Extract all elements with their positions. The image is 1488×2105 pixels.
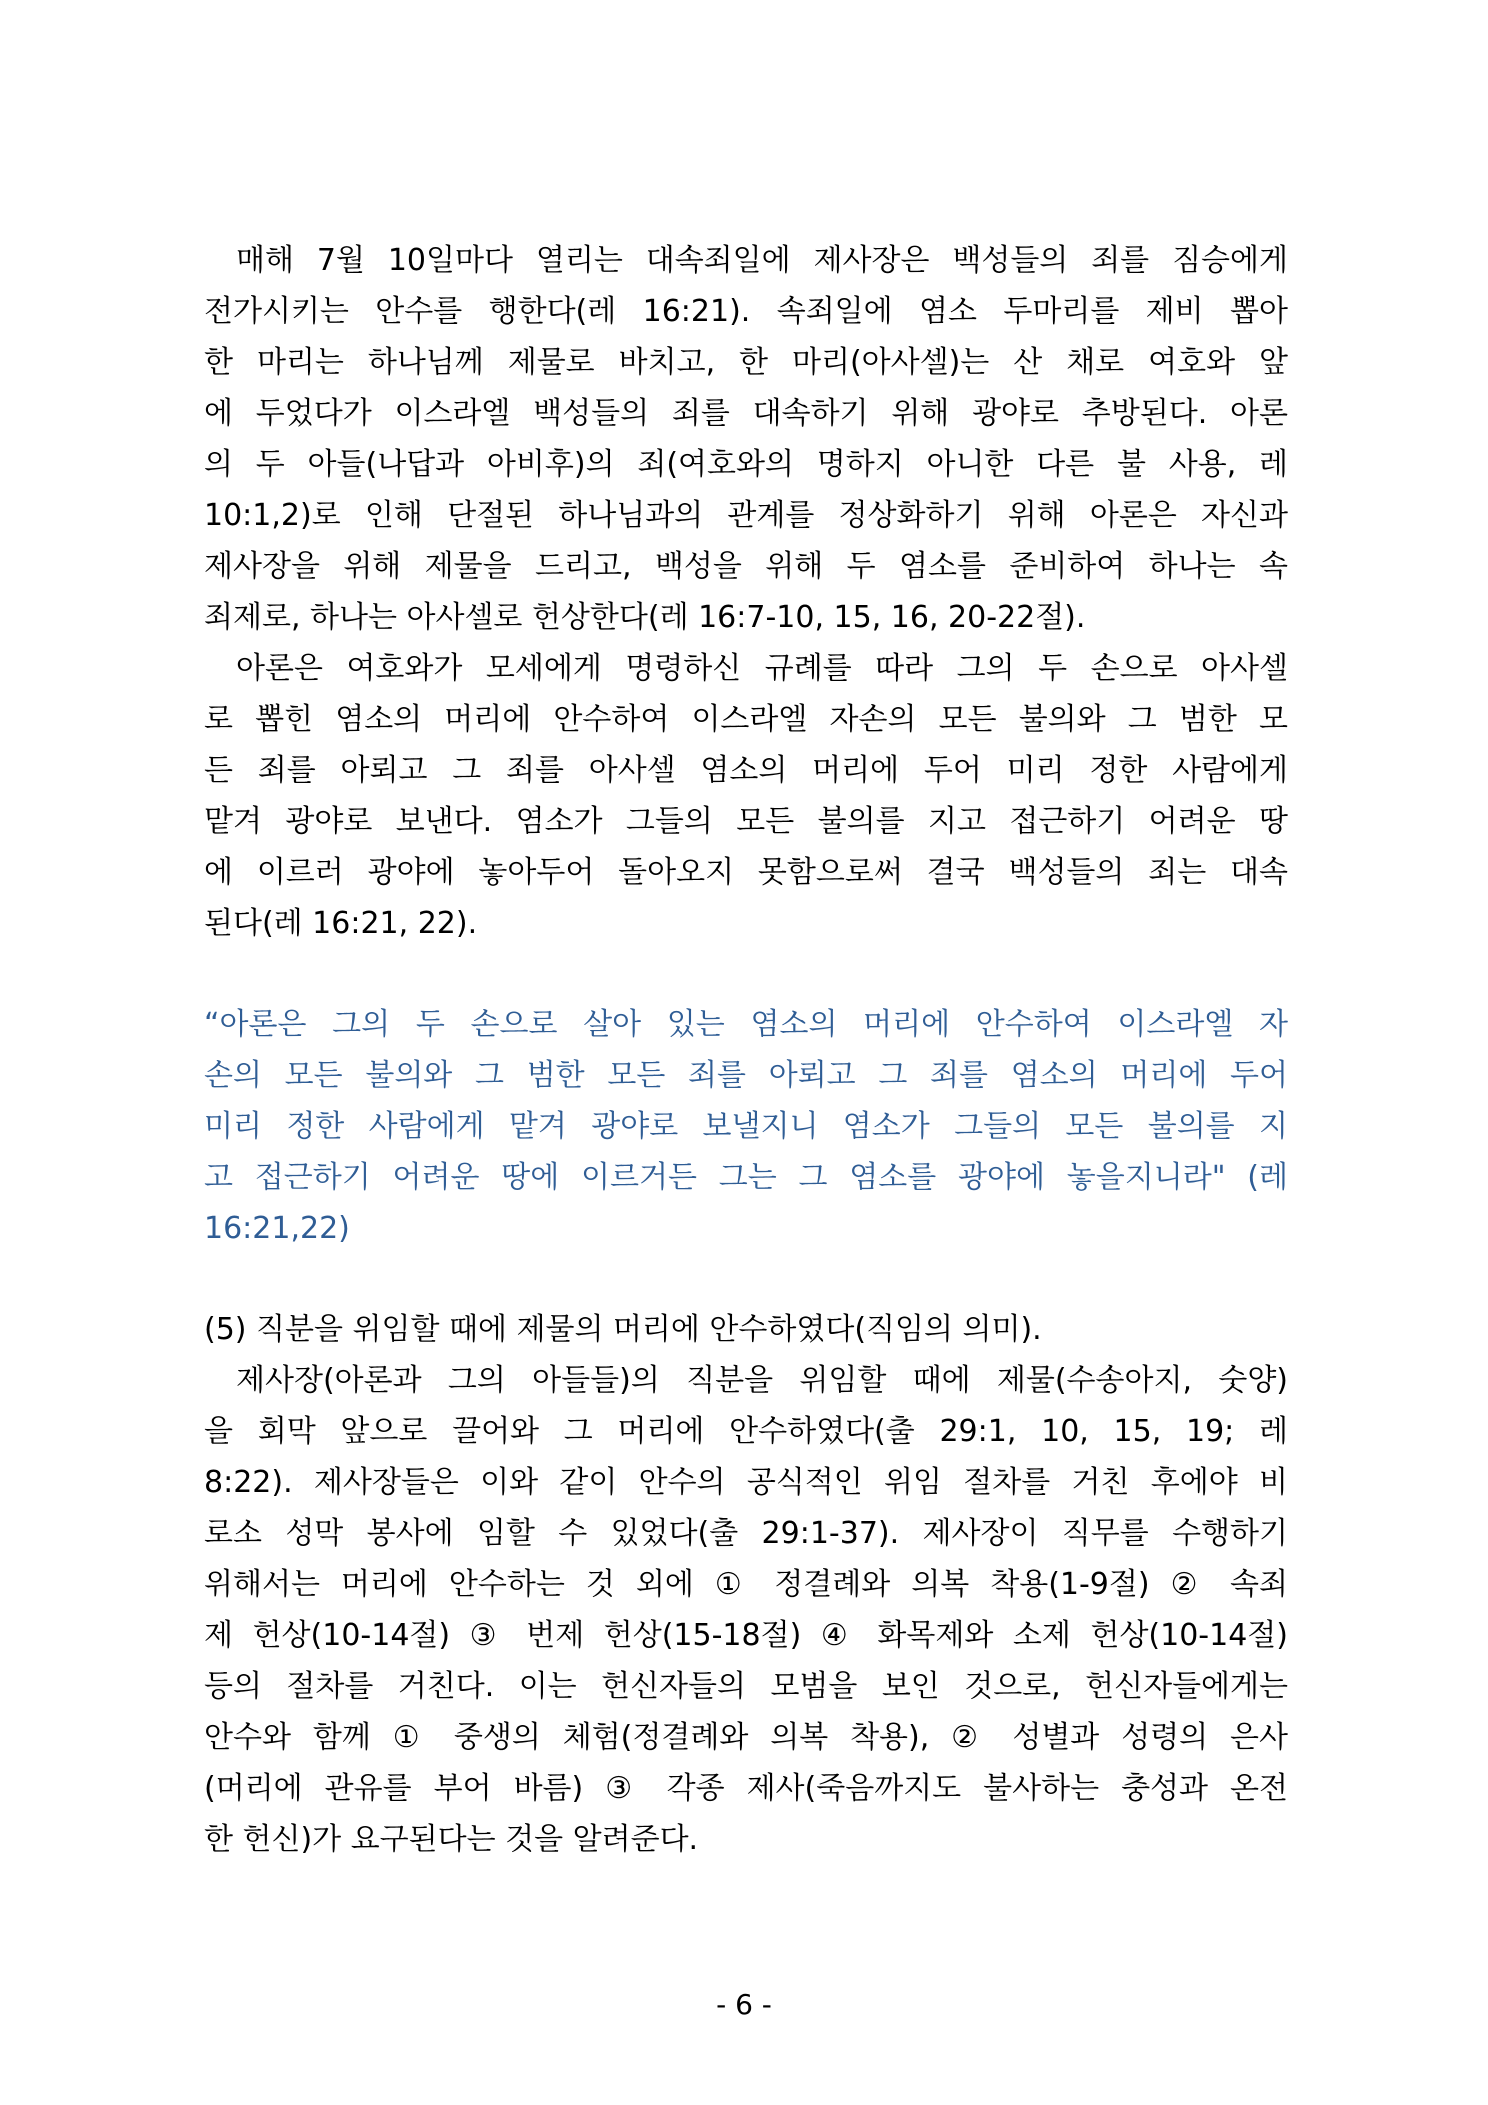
- paragraph-3-line-3: 8:22). 제사장들은 이와 같이 안수의 공식적인 위임 절차를 거친 후에야 비: [204, 1465, 1288, 1500]
- scripture-quote-line-1: “아론은 그의 두 손으로 살아 있는 염소의 머리에 안수하여 이스라엘 자: [204, 1007, 1288, 1042]
- paragraph-2-line-3: 든 죄를 아뢰고 그 죄를 아사셀 염소의 머리에 두어 미리 정한 사람에게: [204, 753, 1288, 788]
- paragraph-1-line-7: 제사장을 위해 제물을 드리고, 백성을 위해 두 염소를 준비하여 하나는 속: [204, 549, 1288, 584]
- paragraph-3-line-5: 위해서는 머리에 안수하는 것 외에 ① 정결례와 의복 착용(1-9절) ② 속죄: [204, 1567, 1288, 1602]
- paragraph-1-line-3: 한 마리는 하나님께 제물로 바치고, 한 마리(아사셀)는 산 채로 여호와 앞: [204, 345, 1288, 380]
- paragraph-3-line-1: 제사장(아론과 그의 아들들)의 직분을 위임할 때에 제물(수송아지, 숫양): [236, 1363, 1288, 1398]
- section-heading: (5) 직분을 위임할 때에 제물의 머리에 안수하였다(직임의 의미).: [204, 1312, 1042, 1347]
- paragraph-1-line-6: 10:1,2)로 인해 단절된 하나님과의 관계를 정상화하기 위해 아론은 자신과: [204, 498, 1288, 533]
- paragraph-3-line-9: (머리에 관유를 부어 바름) ③ 각종 제사(죽음까지도 불사하는 충성과 온전: [204, 1771, 1288, 1806]
- paragraph-2-line-1: 아론은 여호와가 모세에게 명령하신 규례를 따라 그의 두 손으로 아사셀: [236, 651, 1288, 686]
- paragraph-1-line-1: 매해 7월 10일마다 열리는 대속죄일에 제사장은 백성들의 죄를 짐승에게: [236, 243, 1288, 278]
- scripture-quote-line-3: 미리 정한 사람에게 맡겨 광야로 보낼지니 염소가 그들의 모든 불의를 지: [204, 1109, 1288, 1144]
- paragraph-3-line-8: 안수와 함께 ① 중생의 체험(정결례와 의복 착용), ② 성별과 성령의 은사: [204, 1720, 1288, 1755]
- paragraph-3-line-4: 로소 성막 봉사에 임할 수 있었다(출 29:1-37). 제사장이 직무를 수행하기: [204, 1516, 1288, 1551]
- paragraph-3-line-10: 한 헌신)가 요구된다는 것을 알려준다.: [204, 1822, 699, 1857]
- paragraph-1-line-5: 의 두 아들(나답과 아비후)의 죄(여호와의 명하지 아니한 다른 불 사용, 레: [204, 447, 1288, 482]
- paragraph-1-line-2: 전가시키는 안수를 행한다(레 16:21). 속죄일에 염소 두마리를 제비 뽑아: [204, 294, 1288, 329]
- paragraph-2-line-5: 에 이르러 광야에 놓아두어 돌아오지 못함으로써 결국 백성들의 죄는 대속: [204, 855, 1288, 890]
- paragraph-3-line-6: 제 헌상(10-14절) ③ 번제 헌상(15-18절) ④ 화목제와 소제 헌상(10-14절): [204, 1618, 1288, 1653]
- paragraph-2-line-6: 된다(레 16:21, 22).: [204, 906, 478, 941]
- paragraph-3-line-2: 을 회막 앞으로 끌어와 그 머리에 안수하였다(출 29:1, 10, 15, 19; 레: [204, 1414, 1288, 1449]
- paragraph-1-line-8: 죄제로, 하나는 아사셀로 헌상한다(레 16:7-10, 15, 16, 20-22절).: [204, 600, 1086, 635]
- paragraph-2-line-2: 로 뽑힌 염소의 머리에 안수하여 이스라엘 자손의 모든 불의와 그 범한 모: [204, 702, 1288, 737]
- scripture-quote-line-4: 고 접근하기 어려운 땅에 이르거든 그는 그 염소를 광야에 놓을지니라" (레: [204, 1160, 1288, 1195]
- paragraph-1-line-4: 에 두었다가 이스라엘 백성들의 죄를 대속하기 위해 광야로 추방된다. 아론: [204, 396, 1288, 431]
- paragraph-2-line-4: 맡겨 광야로 보낸다. 염소가 그들의 모든 불의를 지고 접근하기 어려운 땅: [204, 804, 1288, 839]
- paragraph-3-line-7: 등의 절차를 거친다. 이는 헌신자들의 모범을 보인 것으로, 헌신자들에게는: [204, 1669, 1288, 1704]
- page-number: - 6 -: [716, 1988, 772, 2021]
- scripture-quote-line-2: 손의 모든 불의와 그 범한 모든 죄를 아뢰고 그 죄를 염소의 머리에 두어: [204, 1058, 1288, 1093]
- scripture-quote-line-5: 16:21,22): [204, 1211, 350, 1246]
